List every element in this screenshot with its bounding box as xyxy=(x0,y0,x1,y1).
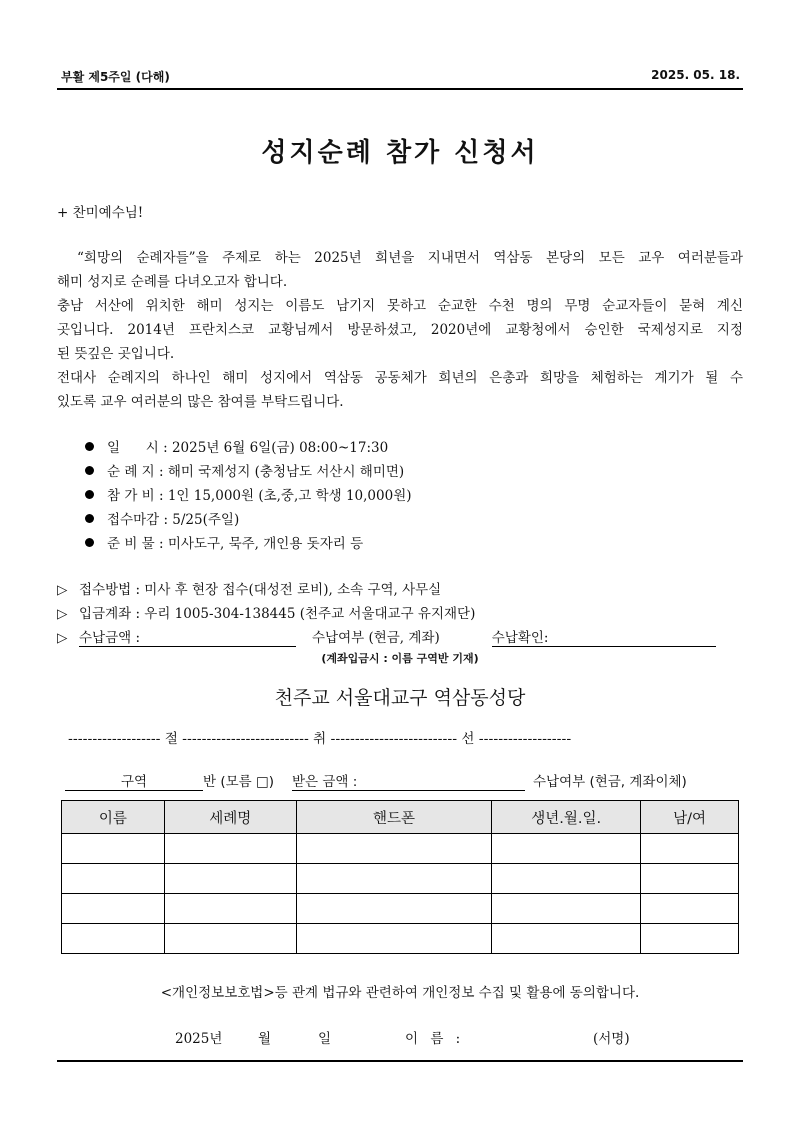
paid-status: 수납여부 (현금, 계좌이체) xyxy=(533,774,687,790)
triangle-icon: ▷ xyxy=(57,630,68,646)
table-cell[interactable] xyxy=(492,864,641,894)
table-cell[interactable] xyxy=(164,924,296,954)
detail-place: 순 례 지 : 해미 국제성지 (충청남도 서산시 해미면) xyxy=(85,460,404,480)
table-row[interactable] xyxy=(62,924,739,954)
table-cell[interactable] xyxy=(296,834,492,864)
triangle-icon: ▷ xyxy=(57,606,68,622)
table-cell[interactable] xyxy=(296,864,492,894)
table-cell[interactable] xyxy=(164,834,296,864)
bullet-icon xyxy=(85,514,94,523)
intro-line: 있도록 교우 여러분의 많은 참여를 부탁드립니다. xyxy=(57,394,344,410)
table-cell[interactable] xyxy=(62,894,165,924)
intro-line: 충남 서산에 위치한 해미 성지는 이름도 남기지 못하고 순교한 수천 명의 무명 순교자들이 묻혀 계신 xyxy=(57,298,743,314)
triangle-icon: ▷ xyxy=(57,582,68,598)
signature-day: 일 xyxy=(318,1031,332,1047)
bulletin-date-right: 2025. 05. 18. xyxy=(651,68,740,82)
detail-fee: 참 가 비 : 1인 15,000원 (초,중,고 학생 10,000원) xyxy=(85,484,412,504)
detail-supplies: 준 비 물 : 미사도구, 묵주, 개인용 돗자리 등 xyxy=(85,532,363,552)
header-rule xyxy=(57,88,743,90)
table-row[interactable] xyxy=(62,894,739,924)
apply-account: ▷ 입금계좌 : 우리 1005-304-138445 (천주교 서울대교구 유지재단) xyxy=(57,606,476,622)
consent-text: <개인정보보호법>등 관계 법규와 관련하여 개인정보 수집 및 활용에 동의합니다. xyxy=(160,985,640,1001)
table-row[interactable] xyxy=(62,834,739,864)
table-cell[interactable] xyxy=(492,924,641,954)
intro-line: 해미 성지로 순례를 다녀오고자 합니다. xyxy=(57,274,288,290)
signature-sign: (서명) xyxy=(593,1031,630,1047)
ban-label: 반 (모름 □) xyxy=(203,774,274,790)
apply-payment xyxy=(57,626,747,647)
col-phone: 핸드폰 xyxy=(296,801,492,834)
table-header-row xyxy=(62,801,739,834)
table-cell[interactable] xyxy=(641,894,739,924)
bullet-icon xyxy=(85,538,94,547)
intro-line: 된 뜻깊은 곳입니다. xyxy=(57,346,175,362)
table-cell[interactable] xyxy=(62,864,165,894)
received-amount-field[interactable]: 받은 금액 : xyxy=(292,770,525,791)
table-cell[interactable] xyxy=(492,894,641,924)
table-cell[interactable] xyxy=(492,834,641,864)
amount-field[interactable]: 수납금액 : xyxy=(79,626,296,647)
detail-date: 일 시 : 2025년 6월 6일(금) 08:00~17:30 xyxy=(85,436,388,456)
bullet-icon xyxy=(85,466,94,475)
table-row[interactable] xyxy=(62,864,739,894)
col-name: 이름 xyxy=(62,801,165,834)
confirm-field[interactable]: 수납확인: xyxy=(492,626,716,647)
parish-name: 천주교 서울대교구 역삼동성당 xyxy=(274,687,526,709)
col-gender: 남/여 xyxy=(641,801,739,834)
page-title: 성지순례 참가 신청서 xyxy=(261,138,539,168)
account-note: (계좌입금시 : 이름 구역반 기재) xyxy=(321,652,479,665)
bullet-icon xyxy=(85,442,94,451)
signature-name-label: 이 름 : xyxy=(405,1031,465,1047)
registration-table xyxy=(61,800,739,954)
col-baptismal-name: 세례명 xyxy=(164,801,296,834)
apply-method: ▷ 접수방법 : 미사 후 현장 접수(대성전 로비), 소속 구역, 사무실 xyxy=(57,582,442,598)
table-cell[interactable] xyxy=(641,924,739,954)
table-cell[interactable] xyxy=(641,864,739,894)
table-cell[interactable] xyxy=(296,924,492,954)
signature-year: 2025년 xyxy=(175,1031,223,1047)
receipt-line xyxy=(65,770,755,791)
col-birthdate: 생년.월.일. xyxy=(492,801,641,834)
table-cell[interactable] xyxy=(641,834,739,864)
detail-deadline: 접수마감 : 5/25(주일) xyxy=(85,508,239,528)
intro-line: 곳입니다. 2014년 프란치스코 교황님께서 방문하셨고, 2020년에 교황청에서 승인한 국제성지로 지정 xyxy=(57,322,743,338)
bullet-icon xyxy=(85,490,94,499)
paid-label: 수납여부 (현금, 계좌) xyxy=(312,630,440,646)
intro-line: “희망의 순례자들”을 주제로 하는 2025년 희년을 지내면서 역삼동 본당의 모든 교우 여러분들과 xyxy=(77,250,743,266)
intro-line: 전대사 순례지의 하나인 해미 성지에서 역삼동 공동체가 희년의 은총과 희망을 체험하는 계기가 될 수 xyxy=(57,370,743,386)
bulletin-date-left: 부활 제5주일 (다해) xyxy=(61,70,170,84)
district-field[interactable]: 구역 xyxy=(65,770,203,791)
table-cell[interactable] xyxy=(164,864,296,894)
table-cell[interactable] xyxy=(62,834,165,864)
table-cell[interactable] xyxy=(164,894,296,924)
footer-rule xyxy=(57,1060,743,1062)
table-cell[interactable] xyxy=(62,924,165,954)
greeting: + 찬미예수님! xyxy=(57,205,144,221)
table-cell[interactable] xyxy=(296,894,492,924)
signature-month: 월 xyxy=(258,1031,272,1047)
cut-line: ------------------- 절 -------------------------- 취 -------------------------- 선 ------------------- xyxy=(68,731,572,747)
